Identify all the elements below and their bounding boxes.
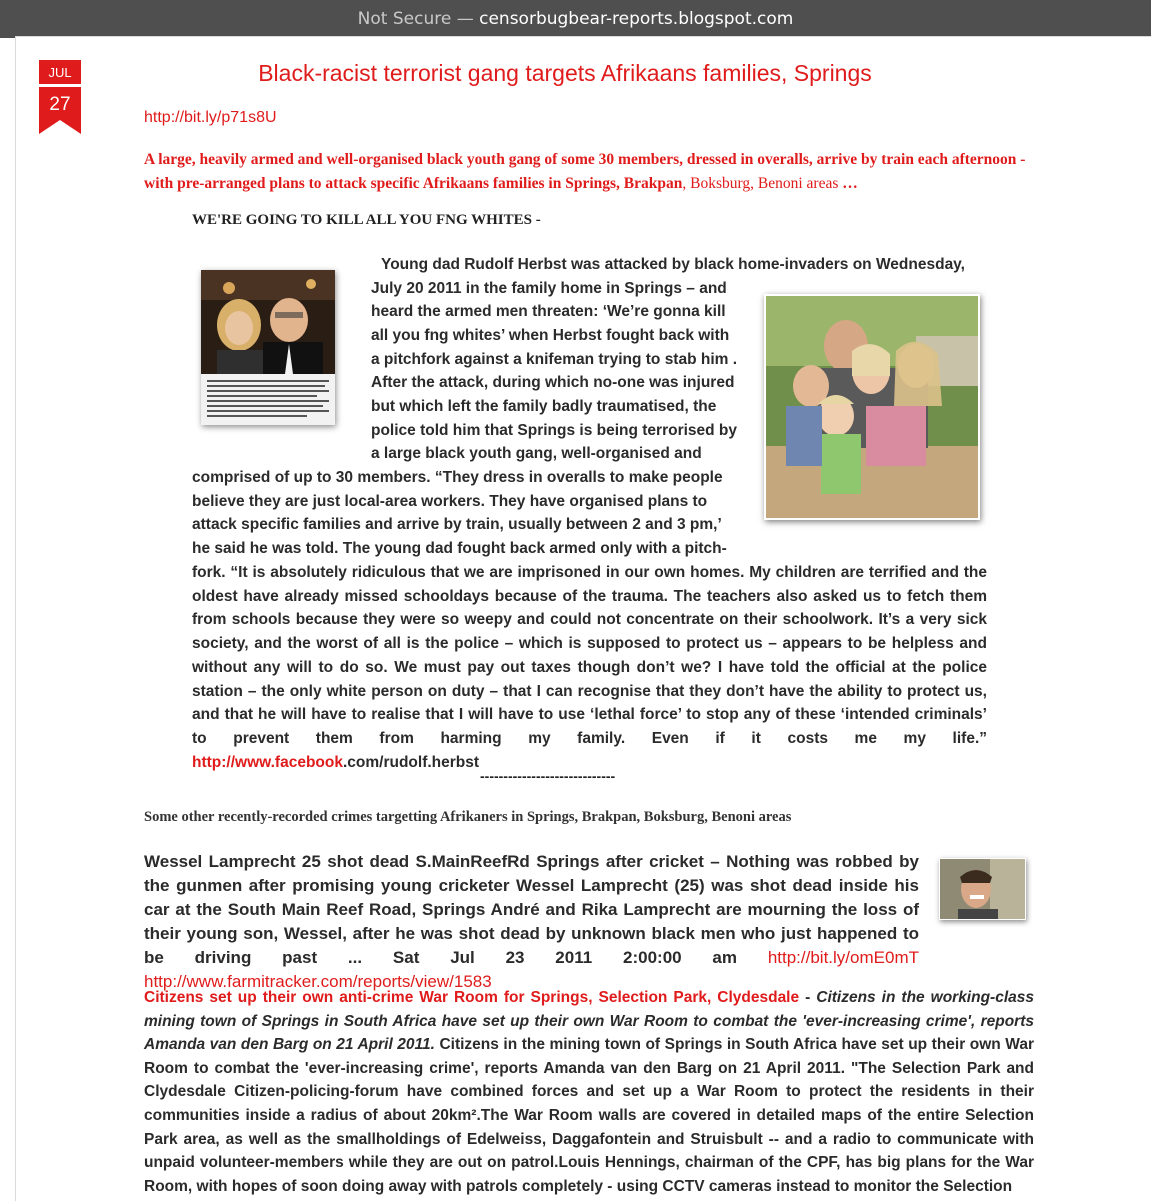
- date-day: 27: [39, 87, 81, 120]
- intro-bold: A large, heavily armed and well-organised black youth gang of some 30 members, dressed in overalls, arrive by train each afternoon - with pre-arranged plans to attack specific Afrikaans families in Springs, Brakpan: [144, 151, 1026, 192]
- intro-ellipsis: …: [838, 175, 858, 192]
- cricketer-photo-graphic: [940, 859, 1025, 919]
- herbst-line-4: all you fng whites’ when Herbst fought back with: [371, 327, 730, 344]
- cricketer-photo[interactable]: [939, 858, 1026, 920]
- herbst-line-2: July 20 2011 in the family home in Springs – and: [371, 280, 727, 297]
- war-room-story: [144, 986, 1034, 1198]
- herbst-line-7: but which left the family badly traumatised, the: [371, 398, 717, 415]
- war-room-body: Citizens in the mining town of Springs in South Africa have set up their own War Room to combat the 'ever-increasing crime', reports Amanda van den Barg on 21 April 2011. "The Selection Park and Clydesdale Citizen-policing-forum have combined forces and set up a War Room to protect the residents in their communities inside a radius of about 20km².The War Room walls are covered in detailed maps of the entire Selection Park area, as well as the smallholdings of Edelweiss, Daggafontein and Struisbult -- and a radio to communicate with unpaid volunteer-members while they are out on patrol.Louis Hennings, chairman of the CPF, has big plans for the War Room, with hopes of soon doing away with patrols completely - using CCTV cameras instead to monitor the Selection: [144, 1036, 1035, 1195]
- security-indicator: Not Secure —: [357, 9, 474, 29]
- kill-heading: WE'RE GOING TO KILL ALL YOU FNG WHITES -: [192, 212, 541, 228]
- herbst-line-10: comprised of up to 30 members. “They dress in overalls to make people: [192, 469, 723, 486]
- herbst-line-13: he said he was told. The young dad fought back armed only with a pitch-: [192, 540, 727, 557]
- date-month: JUL: [39, 60, 81, 84]
- herbst-line-9: a large black youth gang, well-organised and: [371, 445, 702, 462]
- herbst-line-6: After the attack, during which no-one was injured: [371, 374, 735, 391]
- other-crimes-heading: Some other recently-recorded crimes targetting Afrikaners in Springs, Brakpan, Boksburg, Benoni areas: [144, 809, 792, 825]
- facebook-link[interactable]: http://www.facebook: [192, 753, 343, 771]
- war-room-headline[interactable]: Citizens set up their own anti-crime War Room for Springs, Selection Park, Clydesdale: [144, 989, 800, 1006]
- war-room-dash: -: [799, 989, 817, 1006]
- couple-newspaper-photo[interactable]: [201, 270, 335, 425]
- herbst-line-8: police told him that Springs is being terrorised by: [371, 422, 738, 439]
- herbst-line-12: attack specific families and arrive by train, usually between 2 and 3 pm,’: [192, 516, 722, 533]
- ribbon-tail: [39, 120, 81, 134]
- herbst-line-1: Young dad Rudolf Herbst was attacked by black home-invaders on Wednesday,: [381, 256, 965, 273]
- separator-dashes: -----------------------------: [480, 768, 616, 784]
- herbst-line-11: believe they are just local-area workers. They have organised plans to: [192, 493, 708, 510]
- wessel-source-links[interactable]: http://bit.ly/omE0mT http://www.farmitracker.com/reports/view/1583: [144, 948, 919, 991]
- family-photo[interactable]: [764, 294, 980, 520]
- herbst-line-5: a pitchfork against a knifeman trying to stab him .: [371, 351, 738, 368]
- browser-address-bar[interactable]: [0, 0, 1151, 38]
- herbst-line-3: heard the armed men threaten: ‘We’re gonna kill: [371, 303, 726, 320]
- family-photo-graphic: [766, 296, 978, 518]
- herbst-paragraph-rest: [192, 561, 987, 774]
- date-badge: [39, 60, 81, 134]
- couple-photo-graphic: [201, 270, 335, 425]
- war-room-italic-lede: Citizens in the working-class mining town of Springs in South Africa have set up their own War Room to combat the 'ever-increasing crime', reports Amanda van den Barg on 21 April 2011.: [144, 989, 1035, 1054]
- herbst-rest-text: fork. “It is absolutely ridiculous that we are imprisoned in our own homes. My children are terrified and the oldest have already missed schooldays because of the trauma. The teachers also asked us to fetch them from schools because they were so weepy and could not concentrate on their schoolwork. It’s a very sick society, and the worst of all is the police – which is supposed to protect us – appears to be helpless and without any will to do so. We must pay out taxes though don’t we? I have told the official at the police station – the only white person on duty – that I can recognise that they don’t have the ability to protect us, and that he will have to realise that I will have to use ‘lethal force’ to stop any of these ‘intended criminals’ to prevent them from harming my family. Even if it costs me my life.”: [192, 564, 987, 747]
- wessel-lamprecht-story: [144, 850, 919, 994]
- intro-normal: , Boksburg, Benoni areas: [682, 175, 839, 192]
- facebook-link-rest: .com/rudolf.herbst: [342, 753, 480, 771]
- intro-paragraph: [144, 148, 1039, 196]
- short-link[interactable]: http://bit.ly/p71s8U: [144, 109, 277, 126]
- url-domain: censorbugbear-reports.blogspot.com: [479, 9, 794, 29]
- post-title[interactable]: Black-racist terrorist gang targets Afrikaans families, Springs: [258, 60, 872, 86]
- wessel-text: Wessel Lamprecht 25 shot dead S.MainReefRd Springs after cricket – Nothing was robbed by the gunmen after promising young cricketer Wessel Lamprecht (25) was shot dead inside his car at the South Main Reef Road, Springs André and Rika Lamprecht are mourning the loss of their young son, Wessel, after he was shot dead by unknown black men who just happened to be driving past ... Sat Jul 23 2011 2:00:00 am: [144, 852, 919, 967]
